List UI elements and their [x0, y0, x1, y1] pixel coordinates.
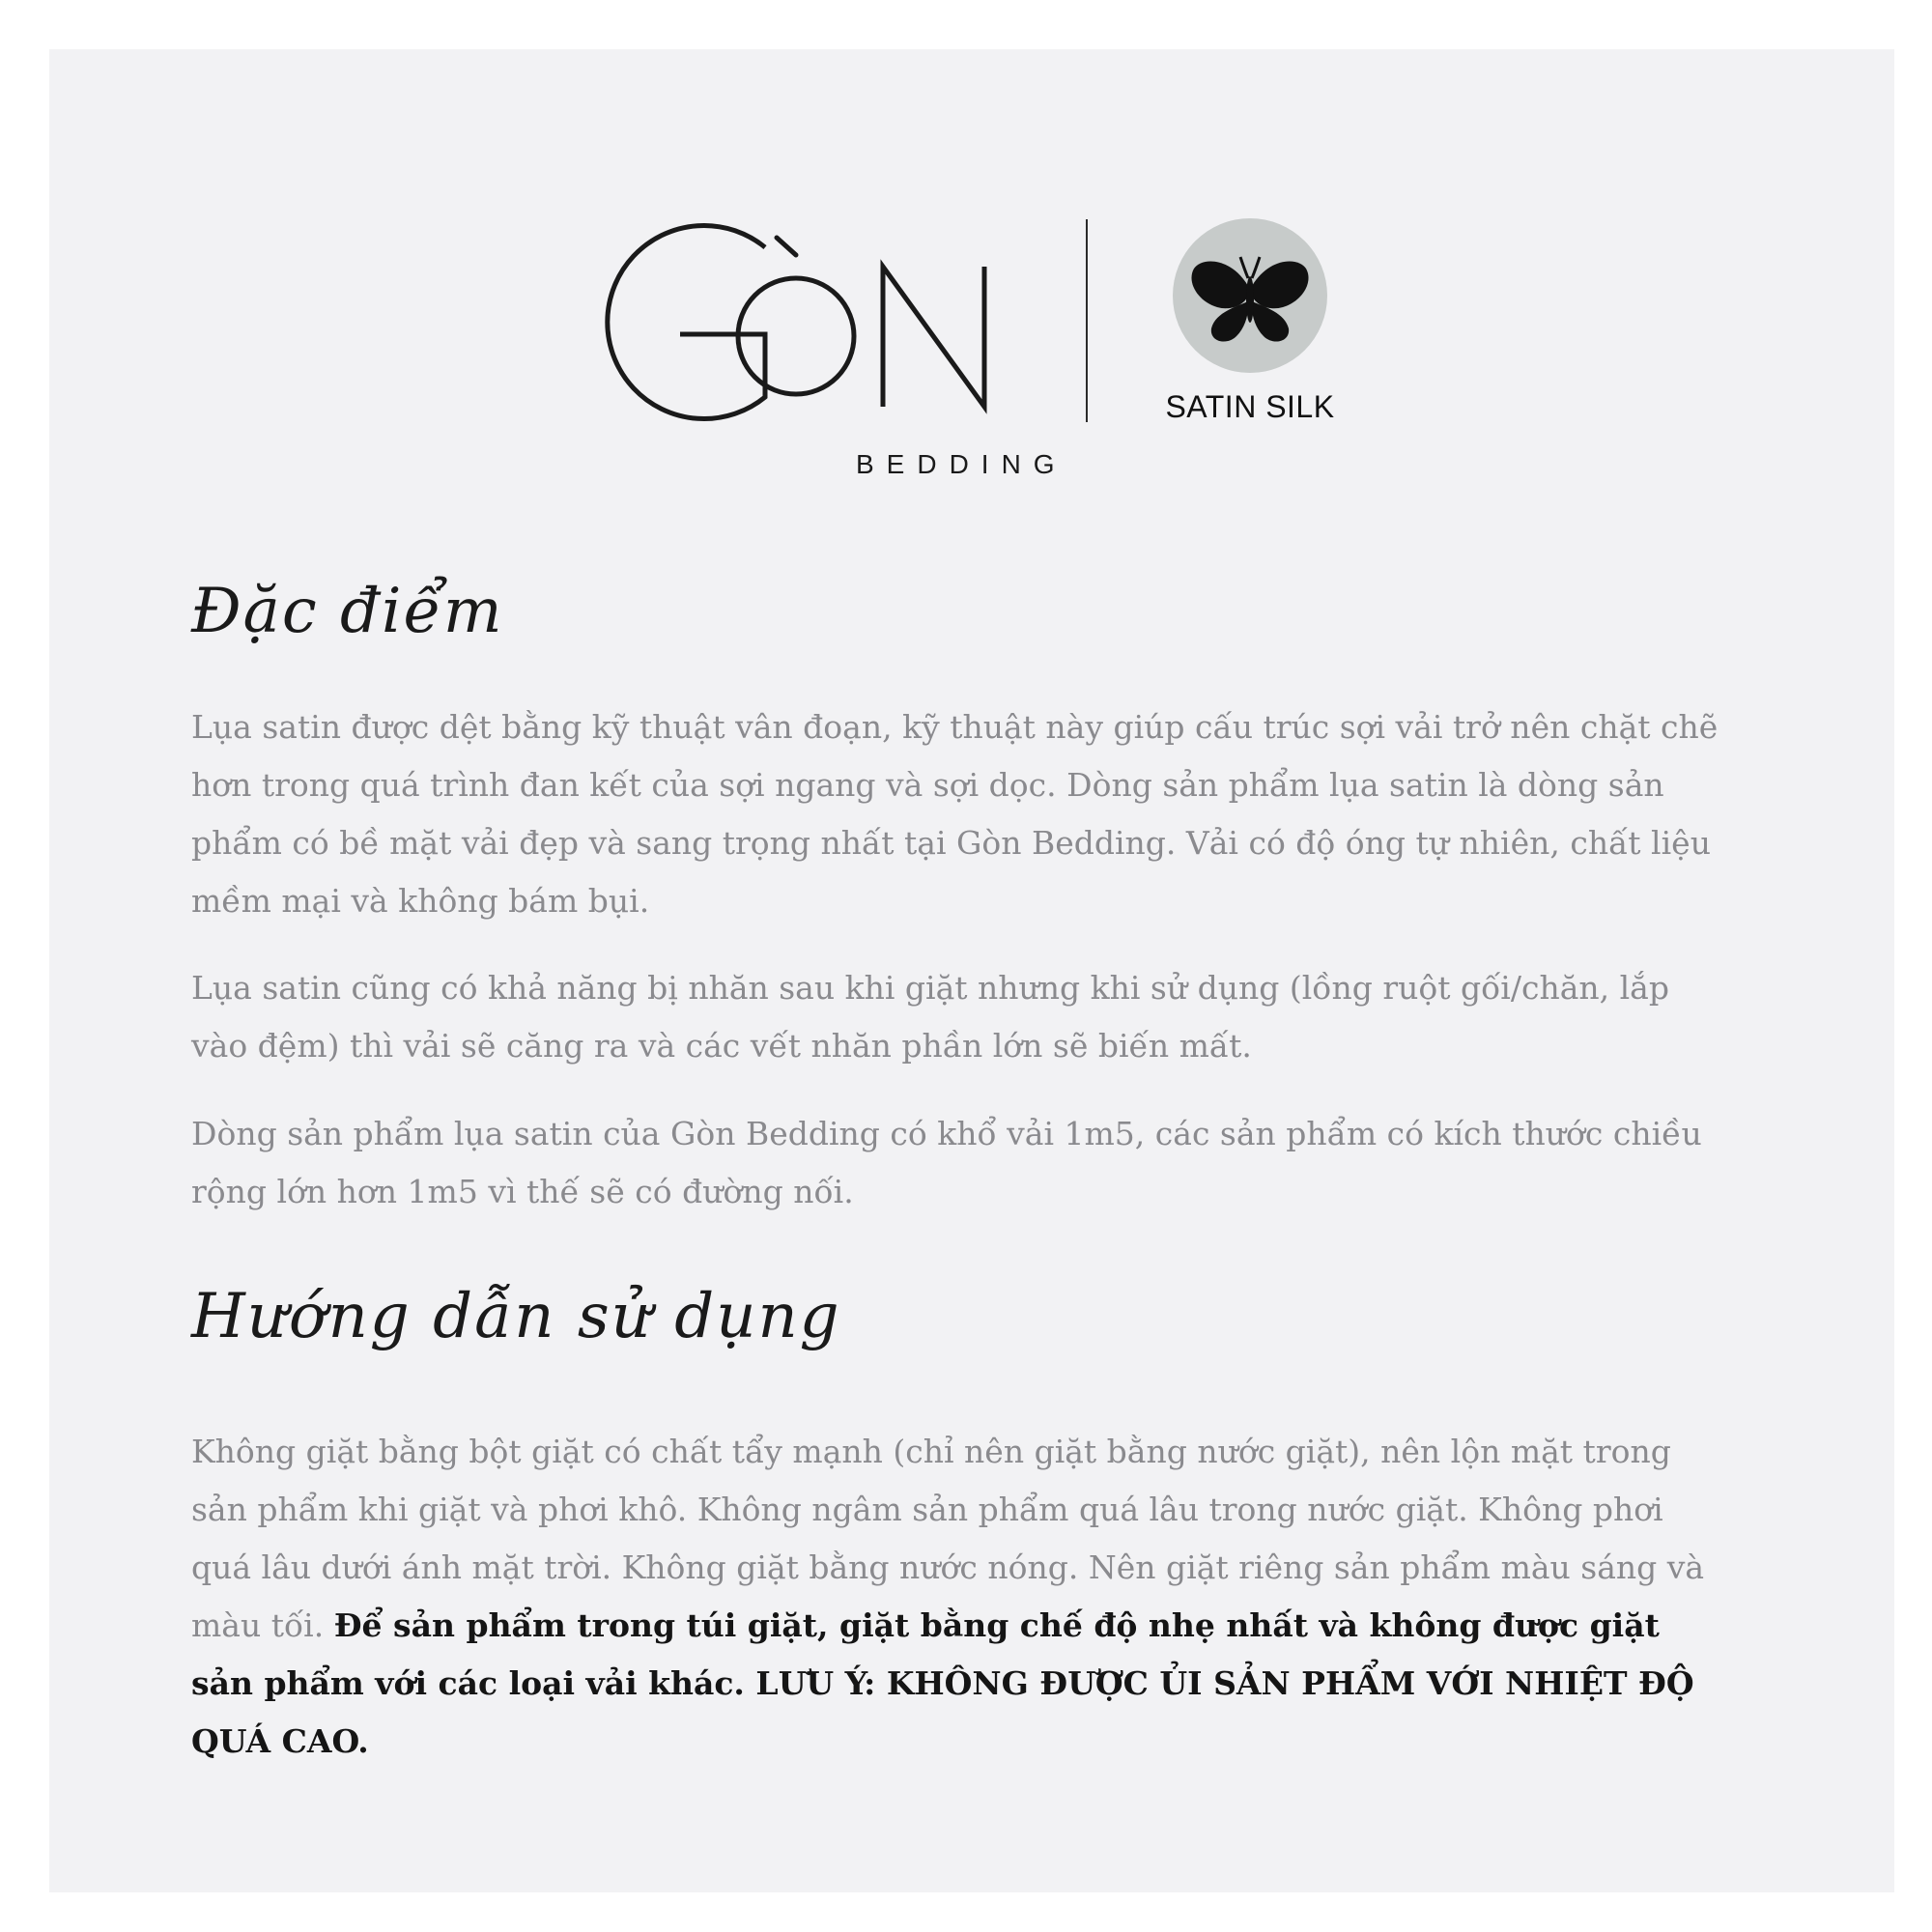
- satin-silk-label: SATIN SILK: [1165, 389, 1335, 424]
- logo-divider: [1086, 219, 1088, 422]
- features-paragraph-2: Lụa satin cũng có khả năng bị nhăn sau khi giặt nhưng khi sử dụng (lồng ruột gối/chăn, lắp vào đệm) thì vải sẽ căng ra và các vết nhăn phần lớn sẽ biến mất.: [191, 969, 1669, 1065]
- page-card: [49, 49, 1894, 1892]
- gon-bedding-logo: [603, 199, 1067, 489]
- features-paragraph-1: Lụa satin được dệt bằng kỹ thuật vân đoạn, kỹ thuật này giúp cấu trúc sợi vải trở nên chặt chẽ hơn trong quá trình đan kết của sợi ngang và sợi dọc. Dòng sản phẩm lụa satin là dòng sản phẩm có bề mặt vải đẹp và sang trọng nhất tại Gòn Bedding. Vải có độ óng tự nhiên, chất liệu mềm mại và không bám bụi.: [191, 708, 1719, 920]
- usage-paragraph: [191, 1423, 1727, 1771]
- usage-heading: Hướng dẫn sử dụng: [191, 1281, 841, 1352]
- brand-header: [49, 49, 1894, 479]
- features-paragraph-3: Dòng sản phẩm lụa satin của Gòn Bedding có khổ vải 1m5, các sản phẩm có kích thước chiều rộng lớn hơn 1m5 vì thế sẽ có đường nối.: [191, 1115, 1702, 1210]
- usage-paragraph-regular: Không giặt bằng bột giặt có chất tẩy mạnh (chỉ nên giặt bằng nước giặt), nên lộn mặt trong sản phẩm khi giặt và phơi khô. Không ngâm sản phẩm quá lâu trong nước giặt. Không phơi quá lâu dưới ánh mặt trời. Không giặt bằng nước nóng. Nên giặt riêng sản phẩm màu sáng và màu tối.: [191, 1433, 1705, 1644]
- butterfly-icon: [1173, 218, 1327, 373]
- features-heading: Đặc điểm: [191, 576, 504, 647]
- gon-subtitle: BEDDING: [856, 449, 1067, 479]
- usage-paragraph-warning: Để sản phẩm trong túi giặt, giặt bằng chế độ nhẹ nhất và không được giặt sản phẩm với các loại vải khác. LƯU Ý: KHÔNG ĐƯỢC ỦI SẢN PHẨM VỚI NHIỆT ĐỘ QUÁ CAO.: [191, 1606, 1694, 1760]
